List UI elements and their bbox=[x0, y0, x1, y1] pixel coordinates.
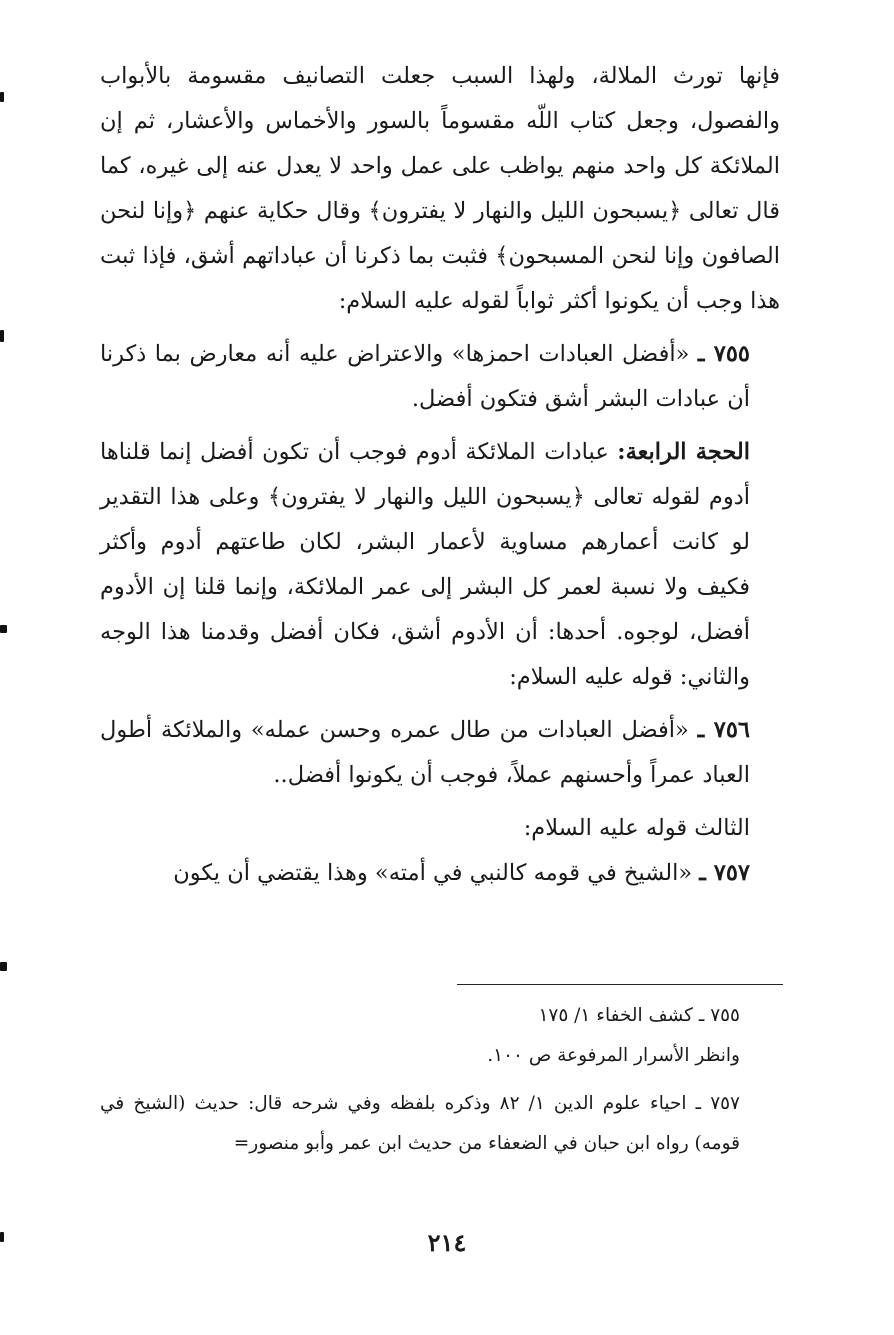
paragraph-hadith-757 bbox=[100, 851, 780, 896]
paragraph-fourth-argument bbox=[100, 430, 780, 700]
scan-edge-mark bbox=[0, 962, 7, 971]
hadith-number-755: ٧٥٥ ـ bbox=[697, 341, 750, 367]
paragraph-hadith-755 bbox=[100, 332, 780, 422]
fourth-argument-text: عبادات الملائكة أدوم فوجب أن تكون أفضل إنما قلناها أدوم لقوله تعالى ﴿يسبحون الليل والنهار لا يفترون﴾ وعلى هذا التقدير لو كانت أعمارهم مساوية لأعمار البشر، لكان طاعتهم أدوم وأكثر فكيف ولا نسبة لعمر كل البشر إلى عمر الملائكة، وإنما قلنا إن الأدوم أفضل، لوجوه. أحدها: أن الأدوم أشق، فكان أفضل وقدمنا هذا الوجه والثاني: قوله عليه السلام: bbox=[100, 439, 750, 690]
scan-edge-mark bbox=[0, 330, 4, 342]
page-number: ٢١٤ bbox=[427, 1228, 467, 1257]
scan-edge-mark bbox=[0, 92, 4, 102]
hadith-number-757: ٧٥٧ ـ bbox=[699, 860, 750, 886]
hadith-text-757: «الشيخ في قومه كالنبي في أمته» وهذا يقتضي أن يكون bbox=[173, 860, 693, 886]
footnote-755: ٧٥٥ ـ كشف الخفاء ١/ ١٧٥ bbox=[538, 1005, 740, 1026]
section-heading: الحجة الرابعة: bbox=[617, 439, 750, 465]
paragraph-third: الثالث قوله عليه السلام: bbox=[523, 815, 750, 841]
footnote-757: ٧٥٧ ـ احياء علوم الدين ١/ ٨٢ وذكره بلفظه وفي شرحه قال: حديث (الشيخ في قومه) رواه ابن حبان في الضعفاء من حديث ابن عمر وأبو منصور= bbox=[100, 1093, 740, 1154]
main-text bbox=[100, 54, 780, 896]
paragraph-hadith-756 bbox=[100, 708, 780, 798]
paragraph-1: فإنها تورث الملالة، ولهذا السبب جعلت التصانيف مقسومة بالأبواب والفصول، وجعل كتاب اللّه مقسوماً بالسور والأخماس والأعشار، ثم إن الملائكة كل واحد منهم يواظب على عمل واحد لا يعدل عنه إلى غيره، كما قال تعالى ﴿يسبحون الليل والنهار لا يفترون﴾ وقال حكاية عنهم ﴿وإنا لنحن الصافون وإنا لنحن المسبحون﴾ فثبت بما ذكرنا أن عباداتهم أشق، فإذا ثبت هذا وجب أن يكونوا أكثر ثواباً لقوله عليه السلام: bbox=[100, 63, 780, 314]
hadith-text-755: «أفضل العبادات احمزها» والاعتراض عليه أنه معارض بما ذكرنا أن عبادات البشر أشق فتكون أفضل. bbox=[100, 341, 750, 412]
scan-edge-mark bbox=[0, 625, 7, 633]
hadith-number-756: ٧٥٦ ـ bbox=[697, 717, 750, 743]
scan-edge-mark bbox=[0, 1232, 4, 1242]
footnote-divider bbox=[457, 984, 783, 985]
footnotes bbox=[100, 996, 780, 1164]
footnote-755-ref: وانظر الأسرار المرفوعة ص ١٠٠. bbox=[487, 1045, 740, 1066]
hadith-text-756: «أفضل العبادات من طال عمره وحسن عمله» والملائكة أطول العباد عمراً وأحسنهم عملاً، فوجب أن يكونوا أفضل.. bbox=[100, 717, 750, 788]
